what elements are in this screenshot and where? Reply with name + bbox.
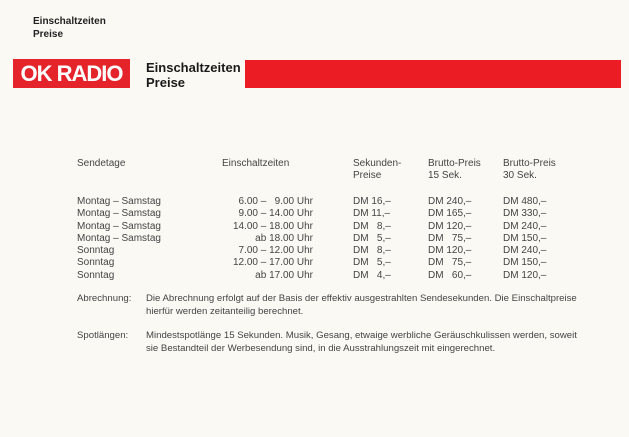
cell-time: 14.00 – 18.00 Uhr (232, 220, 313, 232)
corner-title-line2: Preise (33, 29, 64, 40)
cell-time: ab 18.00 Uhr (255, 232, 313, 244)
cell-brutto30: DM 480,– (503, 196, 547, 207)
table-row (0, 221, 629, 233)
cell-sekunden: DM 4,– (353, 269, 391, 281)
corner-title (33, 15, 106, 41)
ok-radio-logo: OK RADIO (13, 59, 130, 88)
cell-sekunden: DM 5,– (353, 232, 391, 244)
header-brutto30-line1: Brutto-Preis (503, 158, 556, 169)
cell-time: 6.00 – 9.00 Uhr (238, 196, 313, 207)
cell-sekunden: DM 5,– (353, 257, 391, 269)
cell-sekunden: DM 8,– (353, 245, 391, 257)
table-row (0, 233, 629, 245)
header-brutto15-line2: 15 Sek. (428, 170, 462, 181)
cell-brutto15: DM 165,– (428, 208, 472, 220)
cell-day: Montag – Samstag (77, 208, 161, 220)
header-brutto15-line1: Brutto-Preis (428, 158, 481, 169)
cell-sekunden: DM 11,– (353, 208, 391, 220)
cell-day: Montag – Samstag (77, 196, 161, 207)
cell-time: 7.00 – 12.00 Uhr (238, 245, 313, 257)
spotlaengen-label: Spotlängen: (77, 330, 129, 341)
cell-brutto15: DM 120,– (428, 220, 472, 232)
header-brutto-30 (503, 158, 556, 182)
header-sekunden-line1: Sekunden- (353, 158, 402, 169)
cell-brutto30: DM 240,– (503, 220, 547, 232)
abrechnung-text: Die Abrechnung erfolgt auf der Basis der effektiv ausgestrahlten Sendesekunden. Die Einschaltpreise hierfür werden zeitanteilig berechnet. (146, 293, 577, 317)
cell-day: Sonntag (77, 257, 115, 269)
cell-time: ab 17.00 Uhr (255, 269, 313, 281)
cell-day: Sonntag (77, 269, 115, 281)
table-row (0, 208, 629, 220)
header-sendetage: Sendetage (77, 158, 126, 169)
table-row (0, 257, 629, 269)
cell-brutto15: DM 75,– (428, 232, 472, 244)
price-table-body (0, 196, 629, 282)
cell-brutto30: DM 240,– (503, 245, 547, 257)
cell-brutto30: DM 150,– (503, 232, 547, 244)
cell-time: 12.00 – 17.00 Uhr (232, 257, 313, 269)
abrechnung-label: Abrechnung: (77, 293, 132, 304)
header-einschaltzeiten: Einschaltzeiten (222, 158, 290, 169)
cell-sekunden: DM 8,– (353, 220, 391, 232)
table-row (0, 245, 629, 257)
cell-sekunden: DM 16,– (353, 196, 391, 207)
cell-brutto30: DM 330,– (503, 208, 547, 220)
table-row (0, 196, 629, 208)
header-brutto-15 (428, 158, 481, 182)
cell-brutto15: DM 240,– (428, 196, 472, 207)
cell-day: Sonntag (77, 245, 115, 257)
table-row (0, 270, 629, 282)
cell-brutto15: DM 60,– (428, 269, 472, 281)
cell-time: 9.00 – 14.00 Uhr (238, 208, 313, 220)
cell-day: Montag – Samstag (77, 232, 161, 244)
header-brutto30-line2: 30 Sek. (503, 170, 537, 181)
cell-brutto15: DM 120,– (428, 245, 472, 257)
cell-brutto15: DM 75,– (428, 257, 472, 269)
page-heading (146, 60, 241, 90)
cell-brutto30: DM 150,– (503, 257, 547, 269)
heading-line2: Preise (146, 75, 186, 90)
cell-brutto30: DM 120,– (503, 269, 547, 281)
header-sekunden-preise (353, 158, 401, 182)
header-sekunden-line2: Preise (353, 170, 382, 181)
cell-day: Montag – Samstag (77, 220, 161, 232)
heading-line1: Einschaltzeiten (146, 60, 241, 75)
corner-title-line1: Einschaltzeiten (33, 16, 106, 27)
red-banner-bar (245, 60, 621, 88)
spotlaengen-text: Mindestspotlänge 15 Sekunden. Musik, Gesang, etwaige werbliche Geräuschkulissen werden, soweit sie Bestandteil der Werbesendung sind, in die Ausstrahlungszeit mit eingerechnet. (146, 330, 577, 354)
